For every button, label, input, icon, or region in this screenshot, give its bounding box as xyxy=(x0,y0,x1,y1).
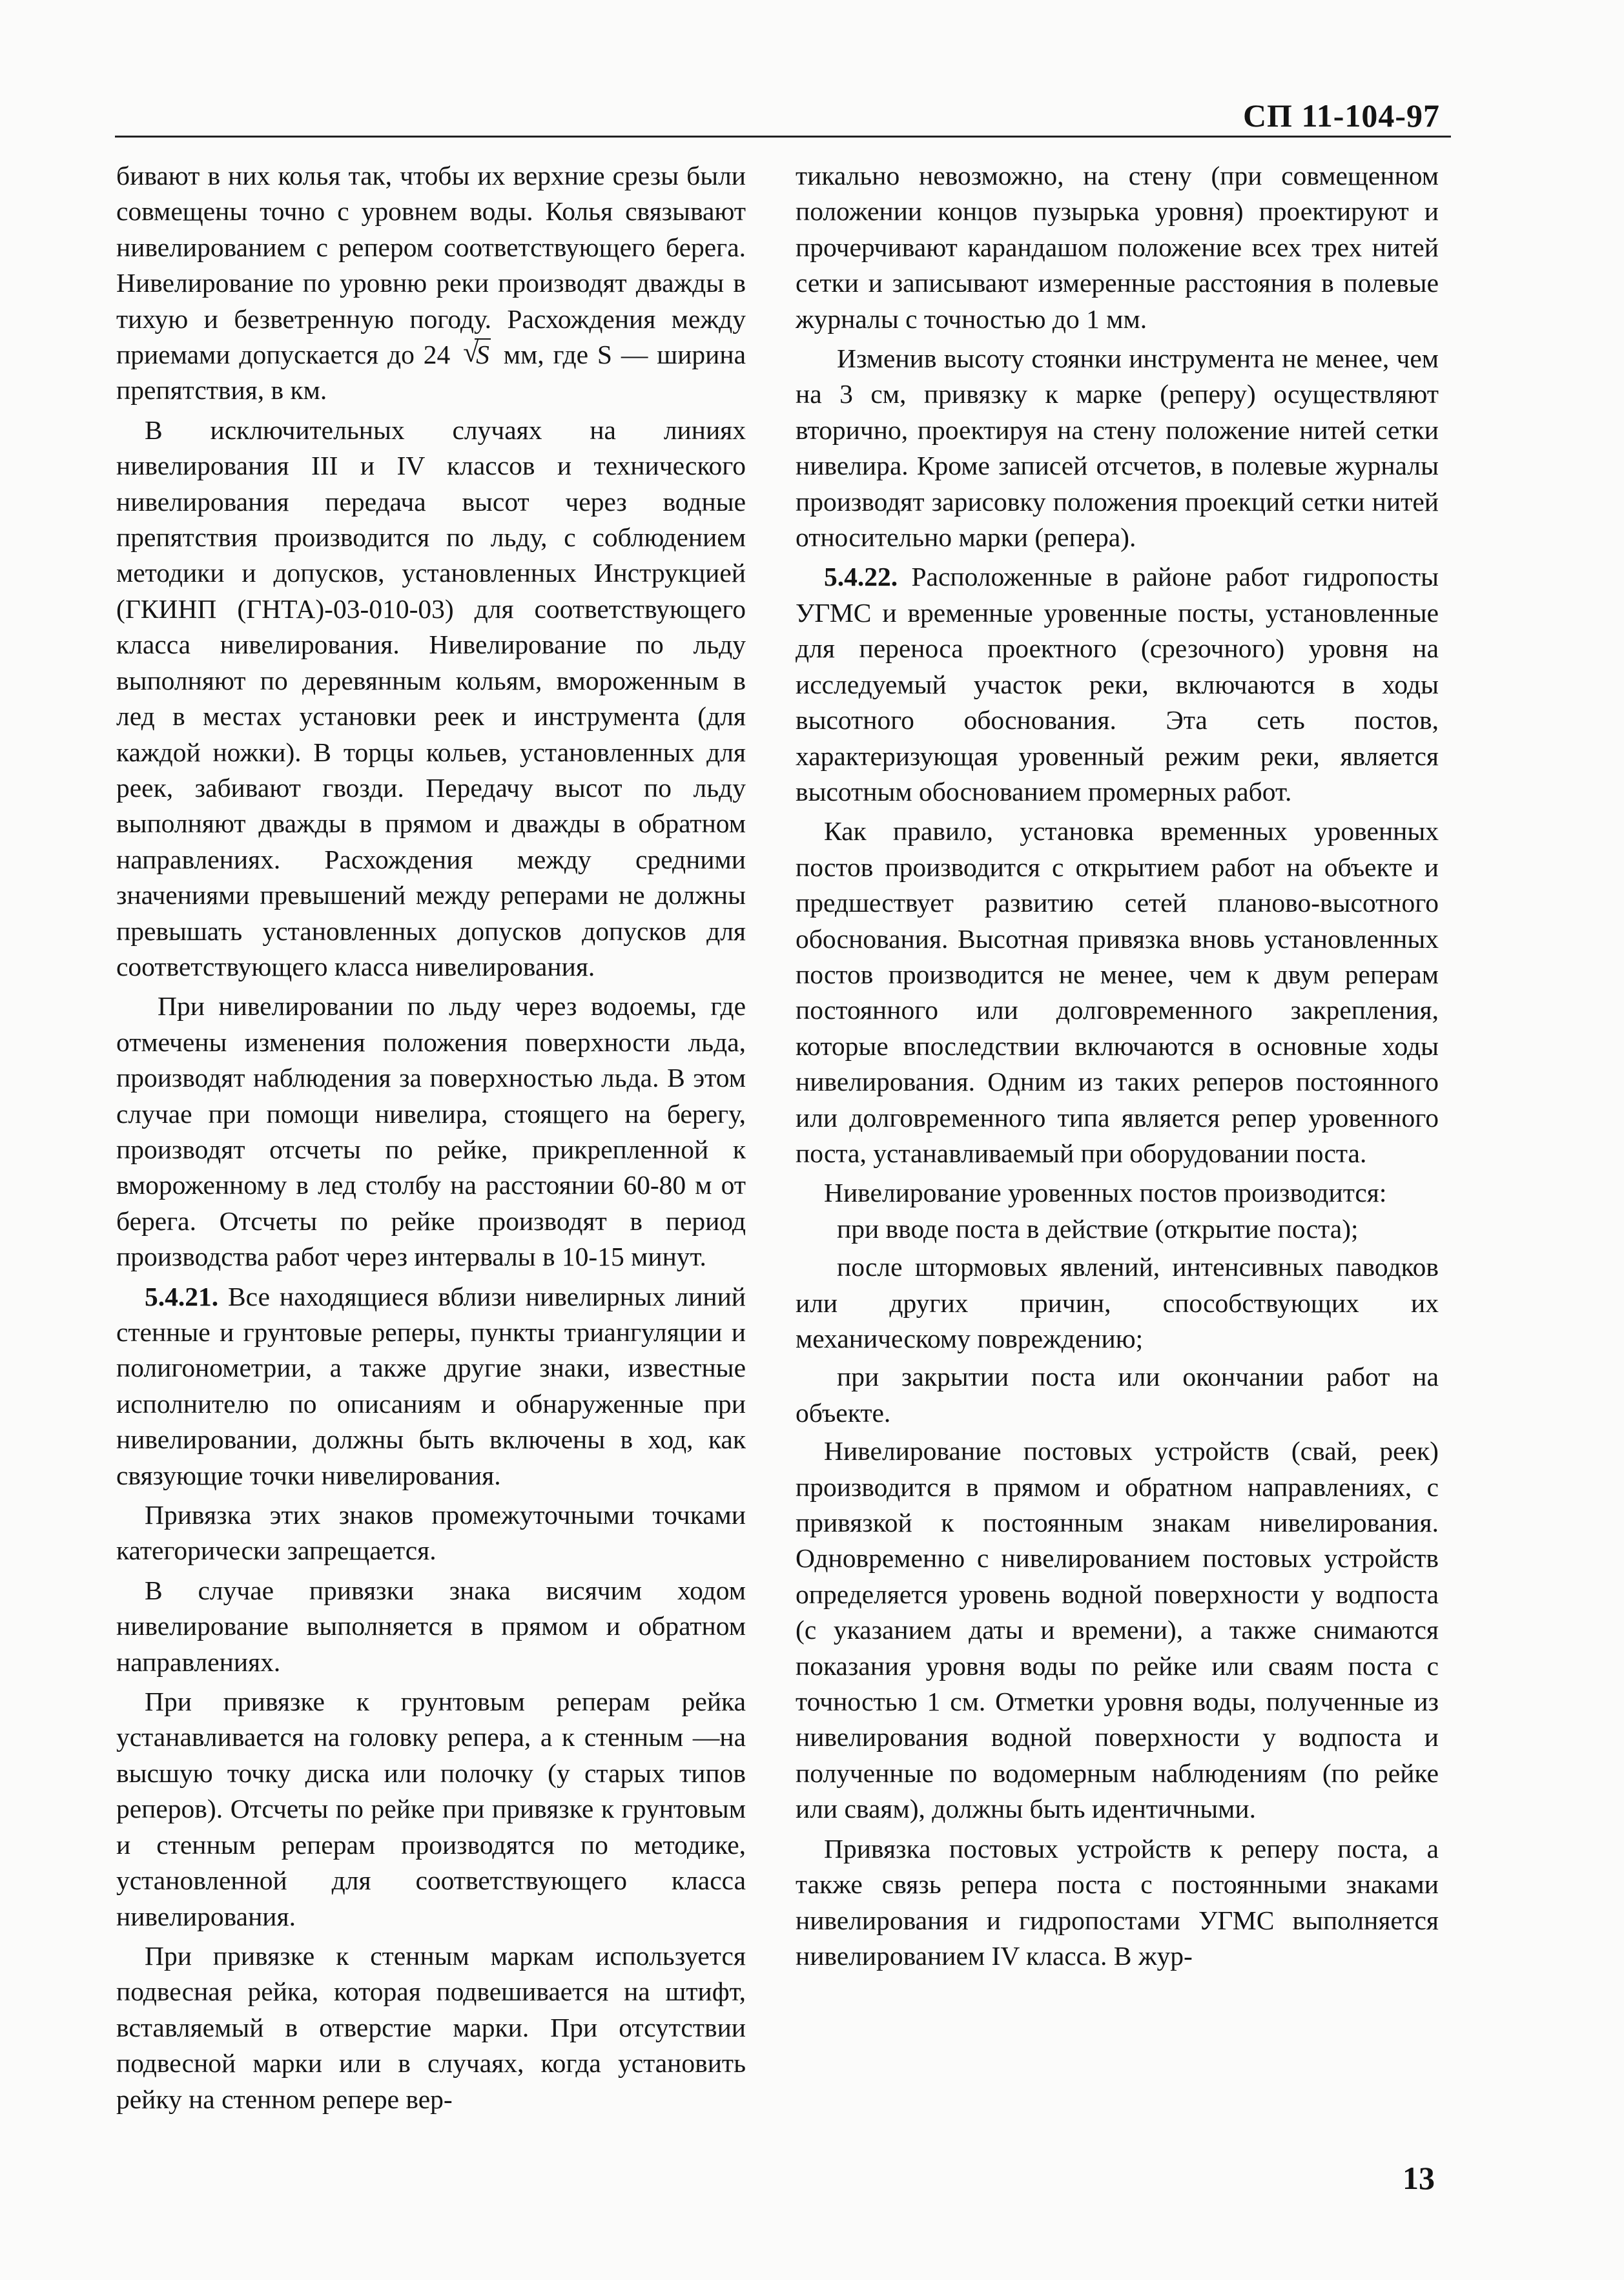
page-number: 13 xyxy=(1403,2160,1435,2196)
paragraph-text: Расположенные в районе работ гидропосты УГМС и временные уровенные посты, установленные для переноса проектного (срезочного) уровня на исследуемый участок реки, включаются в ходы высотного обоснования. Эта сеть постов, характеризующая уровенный режим реки, является высотным обоснованием промерных работ. xyxy=(796,562,1439,806)
list-item: после штормовых явлений, интенсивных паводков или других причин, способствующих их механическому повреждению; xyxy=(796,1252,1439,1353)
list-item: при вводе поста в действие (открытие поста); xyxy=(837,1213,1359,1244)
right-column xyxy=(796,158,1439,1978)
paragraph: В случае привязки знака висячим ходом нивелирование выполняется в прямом и обратном направлениях. xyxy=(116,1575,746,1677)
sqrt-symbol xyxy=(463,337,491,373)
paragraph xyxy=(116,158,746,409)
paragraph: Привязка постовых устройств к реперу поста, а также связь репера поста с постоянными знаками нивелирования и гидропостами УГМС выполняется нивелированием IV класса. В жур- xyxy=(796,1833,1439,1971)
paragraph: Нивелирование уровенных постов производится: xyxy=(824,1178,1387,1208)
paragraph xyxy=(796,559,1439,810)
paragraph-text: бивают в них колья так, чтобы их верхние срезы были совмещены точно с уровнем воды. Колья связывают нивелированием с репером соответствующего берега. Нивелирование по уровню реки производят дважды в тихую и безветренную погоду. Расхождения между приемами допускается до 24 xyxy=(116,161,746,370)
paragraph: При привязке к стенным маркам используется подвесная рейка, которая подвешивается на штифт, вставляемый в отверстие марки. При отсутствии подвесной марки или в случаях, когда установить рейку на стенном репере вер- xyxy=(116,1940,746,2114)
paragraph: Привязка этих знаков промежуточными точками категорически запрещается. xyxy=(116,1500,746,1566)
section-number: 5.4.22. xyxy=(824,562,898,592)
paragraph-text: мм, где S — ширина препятствия, в км. xyxy=(116,340,746,406)
paragraph: тикально невозможно, на стену (при совмещенном положении концов пузырька уровня) проектируют и прочерчивают карандашом положение всех трех нитей сетки и записывают измеренные расстояния в полевые журналы с точностью до 1 мм. xyxy=(796,161,1439,334)
list-item: при закрытии поста или окончании работ на объекте. xyxy=(796,1362,1439,1428)
paragraph: При нивелировании по льду через водоемы, где отмечены изменения положения поверхности льда, производят наблюдения за поверхностью льда. В этом случае при помощи нивелира, стоящего на берегу, производят отсчеты по рейке, прикрепленной к вмороженному в лед столбу на расстоянии 60-80 м от берега. Отсчеты по рейке производят в период производства работ через интервалы в 10-15 минут. xyxy=(116,991,746,1272)
sqrt-argument: S xyxy=(476,340,489,370)
paragraph: Как правило, установка временных уровенных постов производится с открытием работ на объекте и предшествует развитию сетей планово-высотного обоснования. Высотная привязка вновь установленных постов производится не менее, чем к двум реперам постоянного или долговременного закрепления, которые впоследствии включаются в основные ходы нивелирования. Одним из таких реперов постоянного или долговременного типа является репер уровенного поста, устанавливаемый при оборудовании поста. xyxy=(796,816,1439,1168)
paragraph xyxy=(116,1279,746,1494)
section-number: 5.4.21. xyxy=(145,1281,219,1311)
header-rule xyxy=(115,136,1451,138)
paragraph-text: Все находящиеся вблизи нивелирных линий стенные и грунтовые реперы, пункты триангуляции и полигонометрии, а также другие знаки, известные исполнителю по описаниям и обнаруженные при нивелировании, должны быть включены в ход, как связующие точки нивелирования. xyxy=(116,1281,746,1490)
document-code: СП 11-104-97 xyxy=(1242,98,1440,134)
paragraph: При привязке к грунтовым реперам рейка устанавливается на головку репера, а к стенным —на высшую точку диска или полочку (у старых типов реперов). Отсчеты по рейке при привязке к грунтовым и стенным реперам производятся по методике, установленной для соответствующего класса нивелирования. xyxy=(116,1687,746,1931)
left-column xyxy=(116,158,746,2121)
paragraph: В исключительных случаях на линиях нивелирования III и IV классов и технического нивелирования передача высот через водные препятствия производится по льду, с соблюдением методики и допусков, установленных Инструкцией (ГКИНП (ГНТА)-03-010-03) для соответствующего класса нивелирования. Нивелирование по льду выполняют по деревянным кольям, вмороженным в лед в местах установки реек и инструмента (для каждой ножки). В торцы кольев, установленных для реек, забивают гвозди. Передачу высот по льду выполняют дважды в прямом и дважды в обратном направлениях. Расхождения между средними значениями превышений между реперами не должны превышать установленных допусков допусков для соответствующего класса нивелирования. xyxy=(116,415,746,981)
paragraph: Нивелирование постовых устройств (свай, реек) производится в прямом и обратном направлениях, с привязкой к постоянным знакам нивелирования. Одновременно с нивелированием постовых устройств определяется уровень водной поверхности у водпоста (с указанием даты и времени), а также снимаются показания уровня воды по рейке или сваям поста с точностью 1 см. Отметки уровня воды, полученные из нивелирования водной поверхности у водпоста и полученные по водомерным наблюдениям (по рейке или сваям), должны быть идентичными. xyxy=(796,1436,1439,1824)
paragraph: Изменив высоту стоянки инструмента не менее, чем на 3 см, привязку к марке (реперу) осуществляют вторично, проектируя на стену положение нитей сетки нивелира. Кроме записей отсчетов, в полевые журналы производят зарисовку положения проекций сетки нитей относительно марки (репера). xyxy=(796,344,1439,553)
